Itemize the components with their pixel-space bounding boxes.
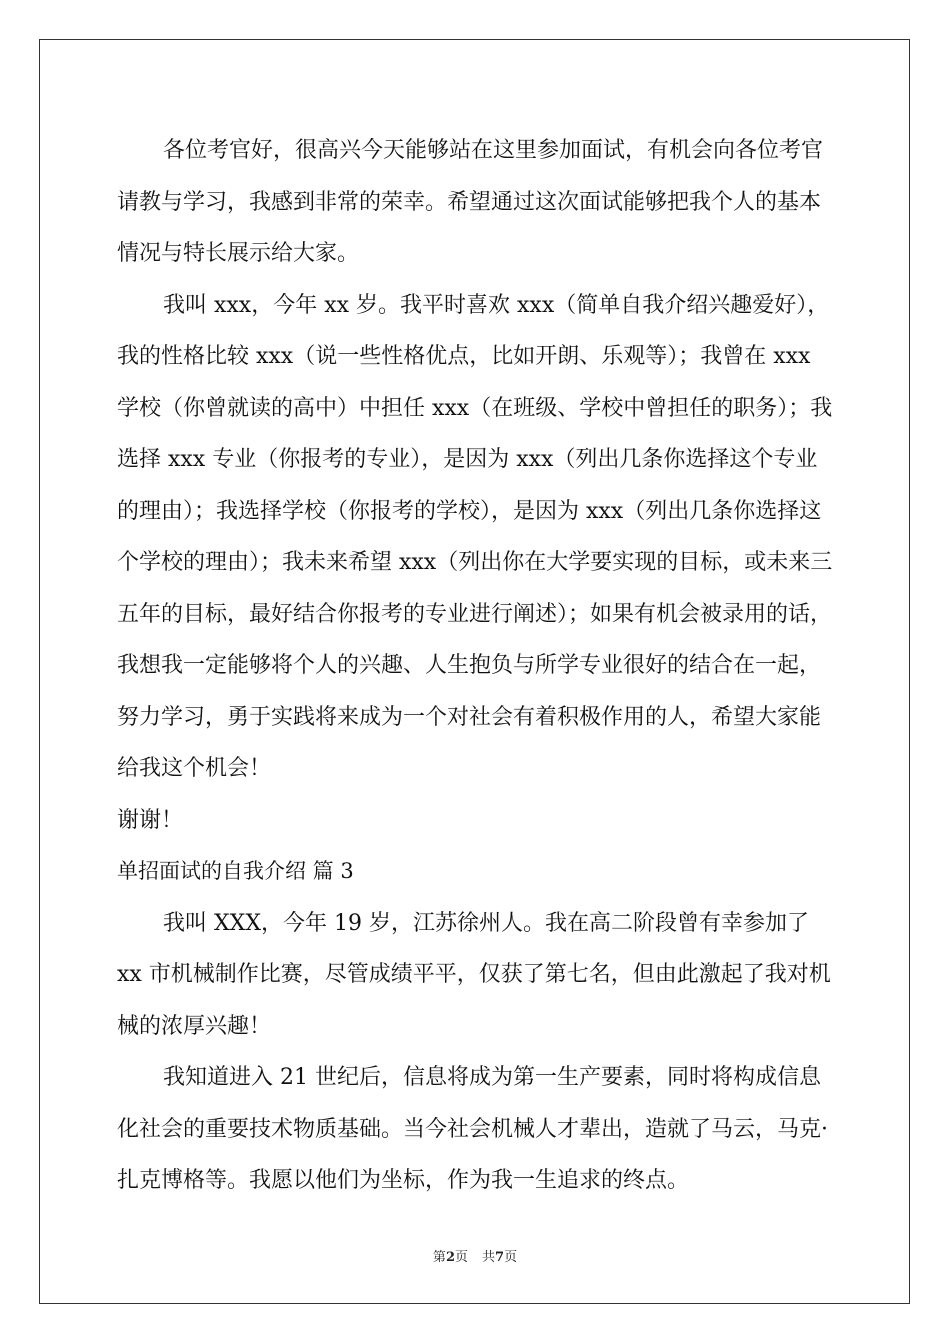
total-prefix: 共 xyxy=(482,1250,496,1265)
page-prefix: 第 xyxy=(432,1250,446,1265)
total-suffix: 页 xyxy=(504,1250,518,1265)
page-footer xyxy=(0,1246,950,1265)
document-body xyxy=(117,125,833,1207)
paragraph-self-intro-template: 我叫 xxx，今年 xx 岁。我平时喜欢 xxx（简单自我介绍兴趣爱好），我的性格比较 xxx（说一些性格优点，比如开朗、乐观等）；我曾在 xxx 学校（你曾就读的高中）中担任 xxx（在班级、学校中曾担任的职务）；我选择 xxx 专业（你报考的专业），是因为 xxx（列出几条你选择这个专业的理由）；我选择学校（你报考的学校），是因为 xxx（列出几条你选择这个学校的理由）；我未来希望 xxx（列出你在大学要实现的目标，或未来三五年的目标，最好结合你报考的专业进行阐述）；如果有机会被录用的话，我想我一定能够将个人的兴趣、人生抱负与所学专业很好的结合在一起，努力学习，勇于实践将来成为一个对社会有着积极作用的人，希望大家能给我这个机会！ xyxy=(117,292,833,781)
paragraph-thanks: 谢谢！ xyxy=(117,807,184,833)
paragraph-motivation: 我知道进入 21 世纪后，信息将成为第一生产要素，同时将构成信息化社会的重要技术物质基础。当今社会机械人才辈出，造就了马云，马克·扎克博格等。我愿以他们为坐标，作为我一生追求的终点。 xyxy=(117,1065,828,1193)
page-suffix: 页 xyxy=(454,1250,468,1265)
section-heading: 单招面试的自我介绍 篇 3 xyxy=(117,859,354,883)
paragraph-greeting: 各位考官好，很高兴今天能够站在这里参加面试，有机会向各位考官请教与学习，我感到非常的荣幸。希望通过这次面试能够把我个人的基本情况与特长展示给大家。 xyxy=(117,138,824,266)
paragraph-personal-background: 我叫 XXX，今年 19 岁，江苏徐州人。我在高二阶段曾有幸参加了 xx 市机械制作比赛，尽管成绩平平，仅获了第七名，但由此激起了我对机械的浓厚兴趣！ xyxy=(117,910,831,1039)
total-page-number: 7 xyxy=(495,1250,505,1265)
current-page-number: 2 xyxy=(445,1250,455,1265)
